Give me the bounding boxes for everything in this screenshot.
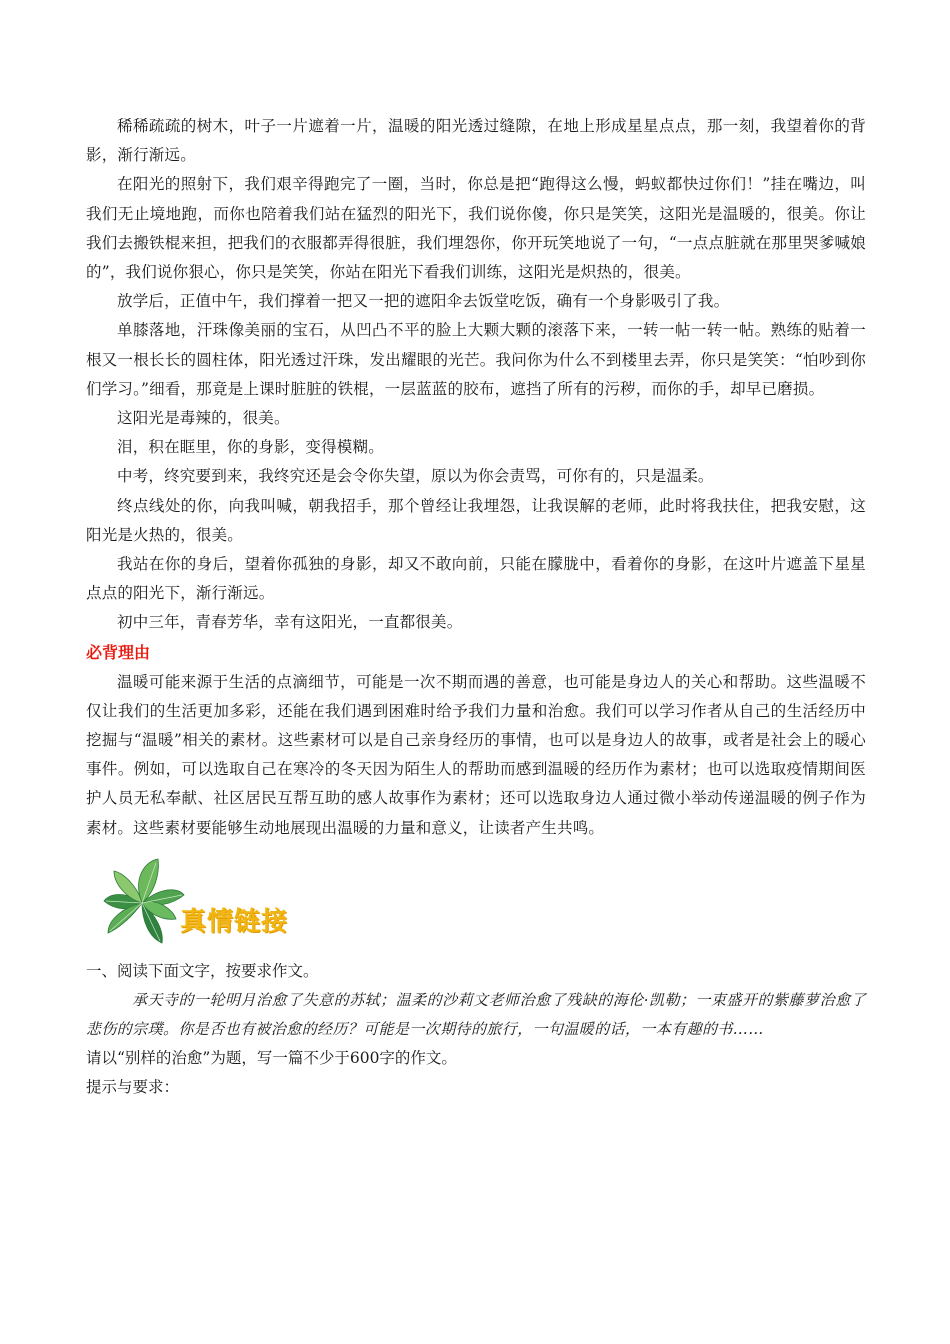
story-paragraph-4: 单膝落地，汗珠像美丽的宝石，从凹凸不平的脸上大颗大颗的滚落下来，一转一帖一转一帖。熟练的贴着一根又一根长长的圆柱体，阳光透过汗珠，发出耀眼的光芒。我问你为什么不到楼里去弄，你只是笑笑：“怕吵到你们学习。”细看，那竟是上课时脏脏的铁棍，一层蓝蓝的胶布，遮挡了所有的污秽，而你的手，却早已磨损。 [86, 321, 866, 398]
story-paragraph-6: 泪，积在眶里，你的身影，变得模糊。 [117, 438, 384, 457]
story-paragraph-9: 我站在你的身后，望着你孤独的身影，却又不敢向前，只能在朦胧中，看着你的身影，在这叶片遮盖下星星点点的阳光下，渐行渐远。 [86, 555, 866, 603]
reason-heading: 必背理由 [86, 642, 151, 662]
task-hints-label: 提示与要求： [86, 1078, 180, 1097]
reason-section [86, 638, 866, 843]
banner-title: 真情链接 [180, 906, 289, 937]
task-section [86, 957, 866, 1103]
story-paragraph-5: 这阳光是毒辣的，很美。 [117, 409, 290, 428]
task-requirement: 请以“别样的治愈”为题，写一篇不少于600字的作文。 [86, 1049, 457, 1068]
section-banner [86, 857, 866, 953]
story-paragraph-7: 中考，终究要到来，我终究还是会令你失望，原以为你会责骂，可你有的，只是温柔。 [117, 467, 714, 486]
story-section [86, 112, 866, 638]
story-paragraph-2: 在阳光的照射下，我们艰辛得跑完了一圈，当时，你总是把“跑得这么慢，蚂蚁都快过你们！”挂在嘴边，叫我们无止境地跑，而你也陪着我们站在猛烈的阳光下，我们说你傻，你只是笑笑，这阳光是温暖的，很美。你让我们去搬铁棍来担，把我们的衣服都弄得很脏，我们埋怨你，你开玩笑地说了一句，“一点点脏就在那里哭爹喊娘的”，我们说你狠心，你只是笑笑，你站在阳光下看我们训练，这阳光是炽热的，很美。 [86, 175, 866, 282]
task-instruction: 一、阅读下面文字，按要求作文。 [86, 961, 319, 980]
reason-paragraph: 温暖可能来源于生活的点滴细节，可能是一次不期而遇的善意，也可能是身边人的关心和帮助。这些温暖不仅让我们的生活更加多彩，还能在我们遇到困难时给予我们力量和治愈。我们可以学习作者从自己的生活经历中挖掘与“温暖”相关的素材。这些素材可以是自己亲身经历的事情，也可以是身边人的故事，或者是社会上的暖心事件。例如，可以选取自己在寒冷的冬天因为陌生人的帮助而感到温暖的经历作为素材；也可以选取疫情期间医护人员无私奉献、社区居民互帮互助的感人故事作为素材；还可以选取身边人通过微小举动传递温暖的例子作为素材。这些素材要能够生动地展现出温暖的力量和意义，让读者产生共鸣。 [86, 672, 866, 837]
story-paragraph-8: 终点线处的你，向我叫喊，朝我招手，那个曾经让我埋怨，让我误解的老师，此时将我扶住，把我安慰，这阳光是火热的，很美。 [86, 496, 866, 544]
story-paragraph-10: 初中三年，青春芳华，幸有这阳光，一直都很美。 [117, 613, 463, 632]
document-page [86, 112, 866, 1102]
task-prompt: 承天寺的一轮明月治愈了失意的苏轼；温柔的沙莉文老师治愈了残缺的海伦·凯勒；一束盛开的紫藤萝治愈了悲伤的宗璞。你是否也有被治愈的经历？可能是一次期待的旅行，一句温暖的话，一本有趣的书…… [86, 991, 866, 1039]
story-paragraph-1: 稀稀疏疏的树木，叶子一片遮着一片，温暖的阳光透过缝隙，在地上形成星星点点，那一刻，我望着你的背影，渐行渐远。 [86, 117, 866, 165]
story-paragraph-3: 放学后，正值中午，我们撑着一把又一把的遮阳伞去饭堂吃饭，确有一个身影吸引了我。 [117, 292, 730, 311]
leaf-icon [102, 857, 186, 947]
